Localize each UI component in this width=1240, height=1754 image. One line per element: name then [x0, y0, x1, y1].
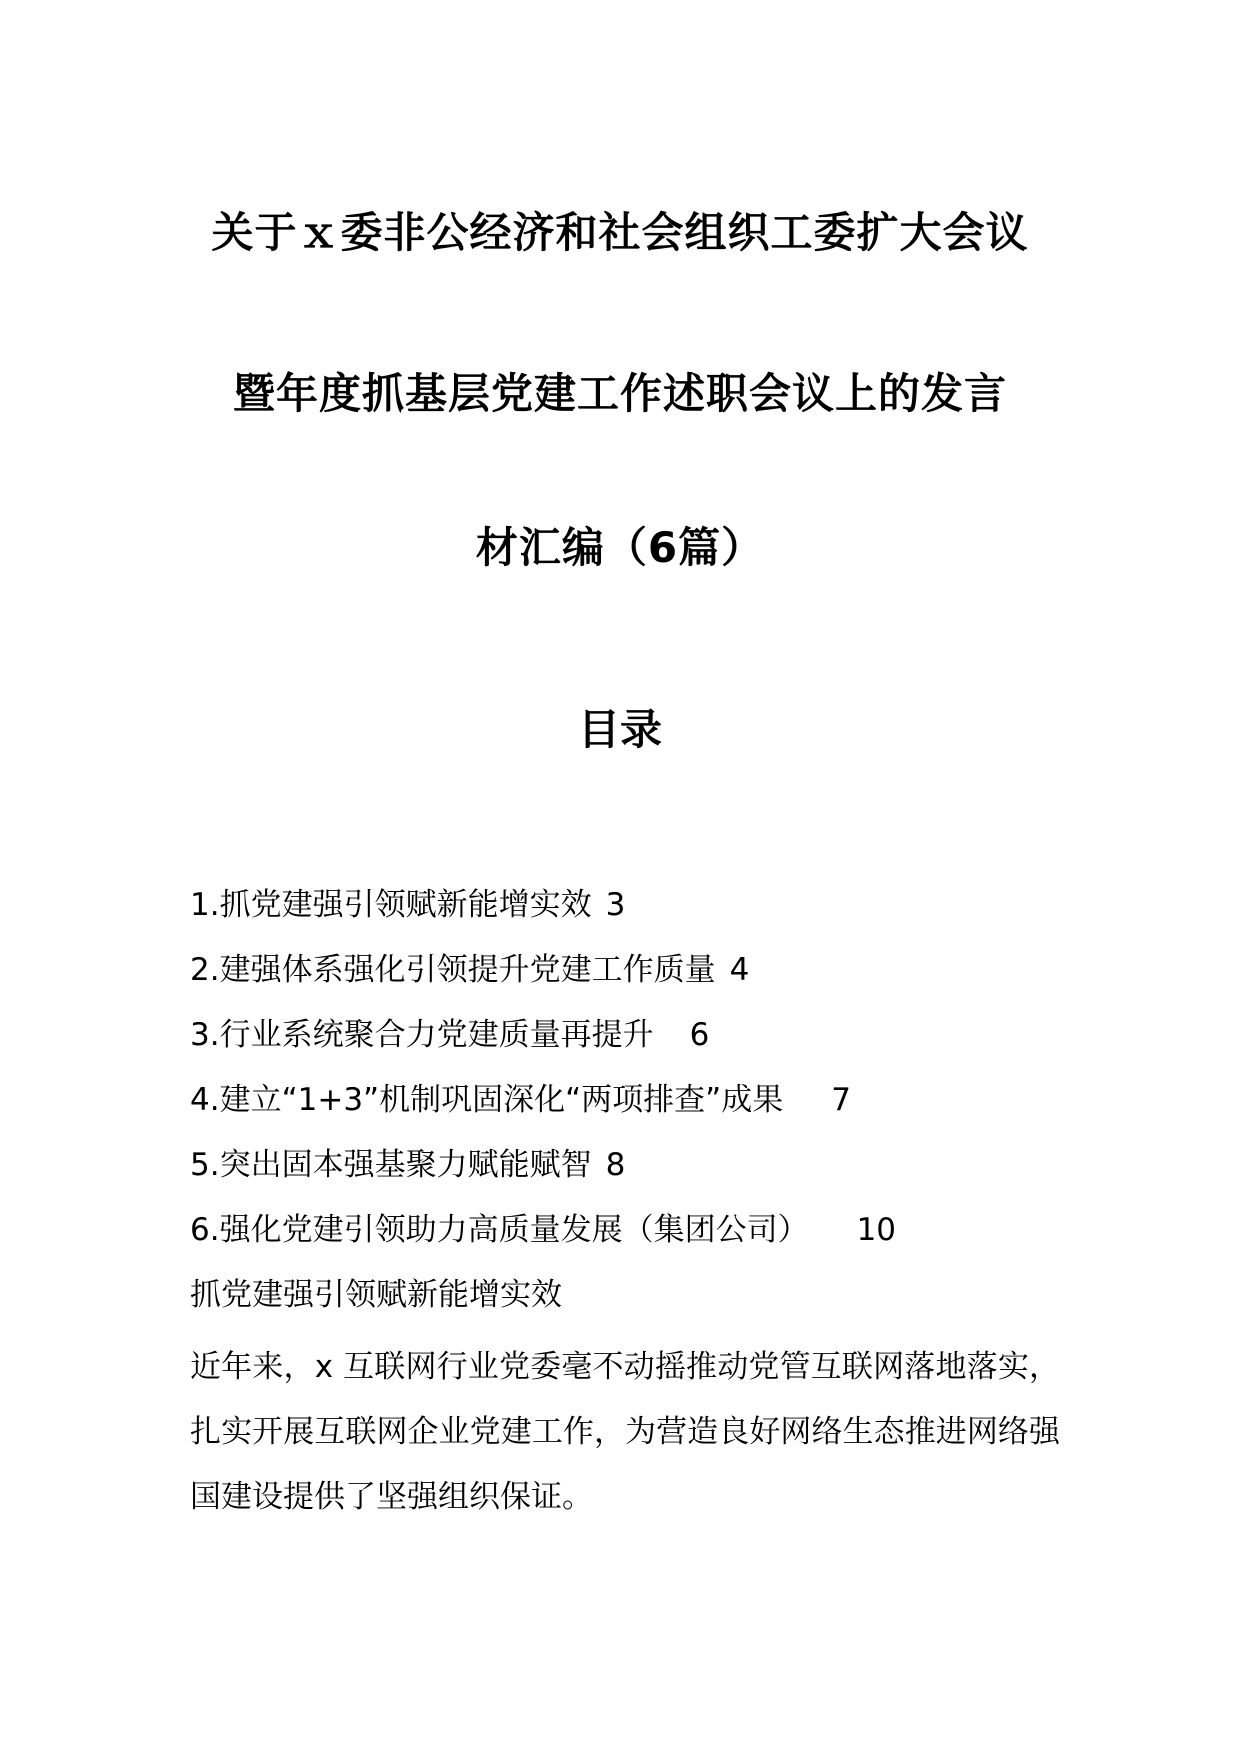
toc-item-number: 5.: [190, 1147, 220, 1183]
toc-item-2[interactable]: [190, 945, 1090, 1010]
toc-item-title: 建立“1+3”机制巩固深化“两项排查”成果: [219, 1082, 784, 1118]
toc-item-page: 4: [729, 952, 750, 988]
document-title-line-2: 暨年度抓基层党建工作述职会议上的发言: [232, 369, 1007, 418]
toc-item-4[interactable]: [190, 1075, 1090, 1140]
body-paragraph: 近年来，x 互联网行业党委毫不动摇推动党管互联网落地落实，扎实开展互联网企业党建工作，为营造良好网络生态推进网络强国建设提供了坚强组织保证。: [190, 1349, 1060, 1515]
toc-item-number: 2.: [190, 952, 220, 988]
toc-item-3[interactable]: [190, 1010, 1090, 1075]
toc-item-page: 6: [689, 1017, 710, 1053]
toc-item-page: 7: [831, 1082, 851, 1118]
toc-item-number: 1.: [190, 887, 220, 923]
toc-heading: 目录: [577, 705, 662, 754]
table-of-contents: [190, 880, 1090, 1270]
toc-item-number: 6.: [190, 1212, 220, 1248]
toc-item-6[interactable]: [190, 1205, 1090, 1270]
toc-item-page: 3: [605, 887, 626, 923]
toc-item-number: 3.: [190, 1017, 220, 1053]
document-title-line-1: 关于ｘ委非公经济和社会组织工委扩大会议: [211, 208, 1029, 257]
toc-item-page: 8: [605, 1147, 626, 1183]
toc-item-title: 行业系统聚合力党建质量再提升: [219, 1017, 654, 1053]
toc-item-1[interactable]: [190, 880, 1090, 945]
toc-item-page: 10: [856, 1212, 897, 1248]
section-heading: 抓党建强引领赋新能增实效: [190, 1277, 562, 1313]
toc-item-title: 强化党建引领助力高质量发展（集团公司）: [219, 1212, 809, 1248]
document-title-line-3: 材汇编（6篇）: [475, 523, 765, 572]
document-body: [190, 1270, 1060, 1530]
toc-item-number: 4.: [190, 1082, 220, 1118]
toc-item-5[interactable]: [190, 1140, 1090, 1205]
toc-item-title: 突出固本强基聚力赋能赋智: [219, 1147, 592, 1183]
toc-item-title: 抓党建强引领赋新能增实效: [219, 887, 592, 923]
toc-item-title: 建强体系强化引领提升党建工作质量: [219, 952, 716, 988]
